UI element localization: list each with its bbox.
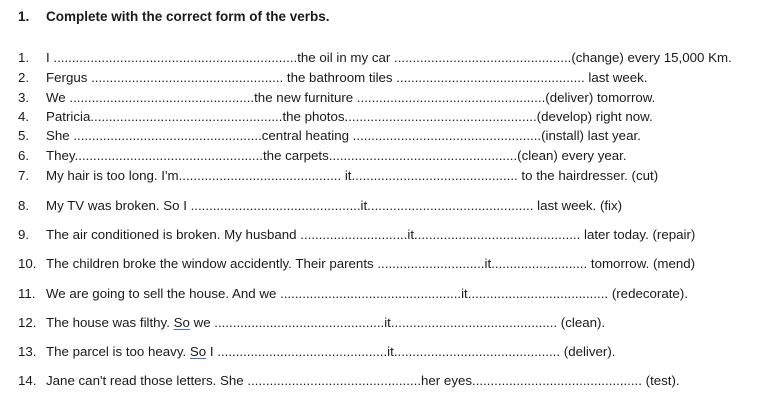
item-text-end: we ..............................................it............................................. (clean). [189,315,606,330]
exercise-item-10 [18,256,695,272]
item-number: 3. [18,90,30,105]
exercise-item-3 [18,90,655,106]
item-text-start: The house was filthy. [46,315,174,330]
exercise-item-8 [18,198,622,214]
item-text: The air conditioned is broken. My husband .............................it............................................. later today. (repair) [46,227,696,242]
item-number: 5. [18,128,30,143]
exercise-item-1 [18,50,732,66]
item-number: 13. [18,344,37,359]
item-number: 1. [18,50,30,65]
exercise-heading [18,9,330,24]
item-text: The children broke the window accidently. Their parents .............................it.......................... tomorrow. (mend) [46,256,696,271]
item-text: My hair is too long. I'm............................................ it............................................. to the hairdresser. (cut) [46,168,659,183]
exercise-item-5 [18,128,641,144]
exercise-item-13 [18,344,615,360]
exercise-item-2 [18,70,648,86]
item-text-start: The parcel is too heavy. [46,344,190,359]
item-text: She ...................................................central heating ...................................................(install) last year. [46,128,641,143]
item-number: 2. [18,70,30,85]
item-text: Fergus .................................................... the bathroom tiles ................................................... last week. [46,70,648,85]
item-number: 14. [18,373,37,388]
item-number: 12. [18,315,37,330]
exercise-item-14 [18,373,680,389]
exercise-item-12 [18,315,605,331]
item-number: 10. [18,256,37,271]
item-text: My TV was broken. So I ..............................................it............................................. last week. (fix) [46,198,623,213]
item-text: Patricia....................................................the photos....................................................(develop) right now. [46,109,653,124]
underlined-word: So [189,344,207,359]
exercise-item-6 [18,148,627,164]
item-text-end: I ..............................................it............................................. (deliver). [206,344,616,359]
item-number: 6. [18,148,30,163]
exercise-item-7 [18,168,658,184]
item-number: 9. [18,227,30,242]
item-text: They...................................................the carpets...................................................(clean) every year. [46,148,627,163]
exercise-item-11 [18,286,688,302]
exercise-number: 1. [18,9,30,24]
exercise-title: Complete with the correct form of the verbs. [46,9,330,24]
item-text: Jane can't read those letters. She ...............................................her eyes.............................................. (test). [46,373,680,388]
item-number: 4. [18,109,30,124]
exercise-item-9 [18,227,695,243]
item-number: 8. [18,198,30,213]
item-text: I ..................................................................the oil in my car ................................................(change) every 15,000 Km. [46,50,732,65]
underlined-word: So [173,315,190,330]
item-text: We ..................................................the new furniture ...................................................(deliver) tomorrow. [46,90,656,105]
item-text: We are going to sell the house. And we .................................................it...................................... (redecorate). [46,286,688,301]
exercise-item-4 [18,109,653,125]
item-number: 11. [18,286,36,301]
item-number: 7. [18,168,30,183]
